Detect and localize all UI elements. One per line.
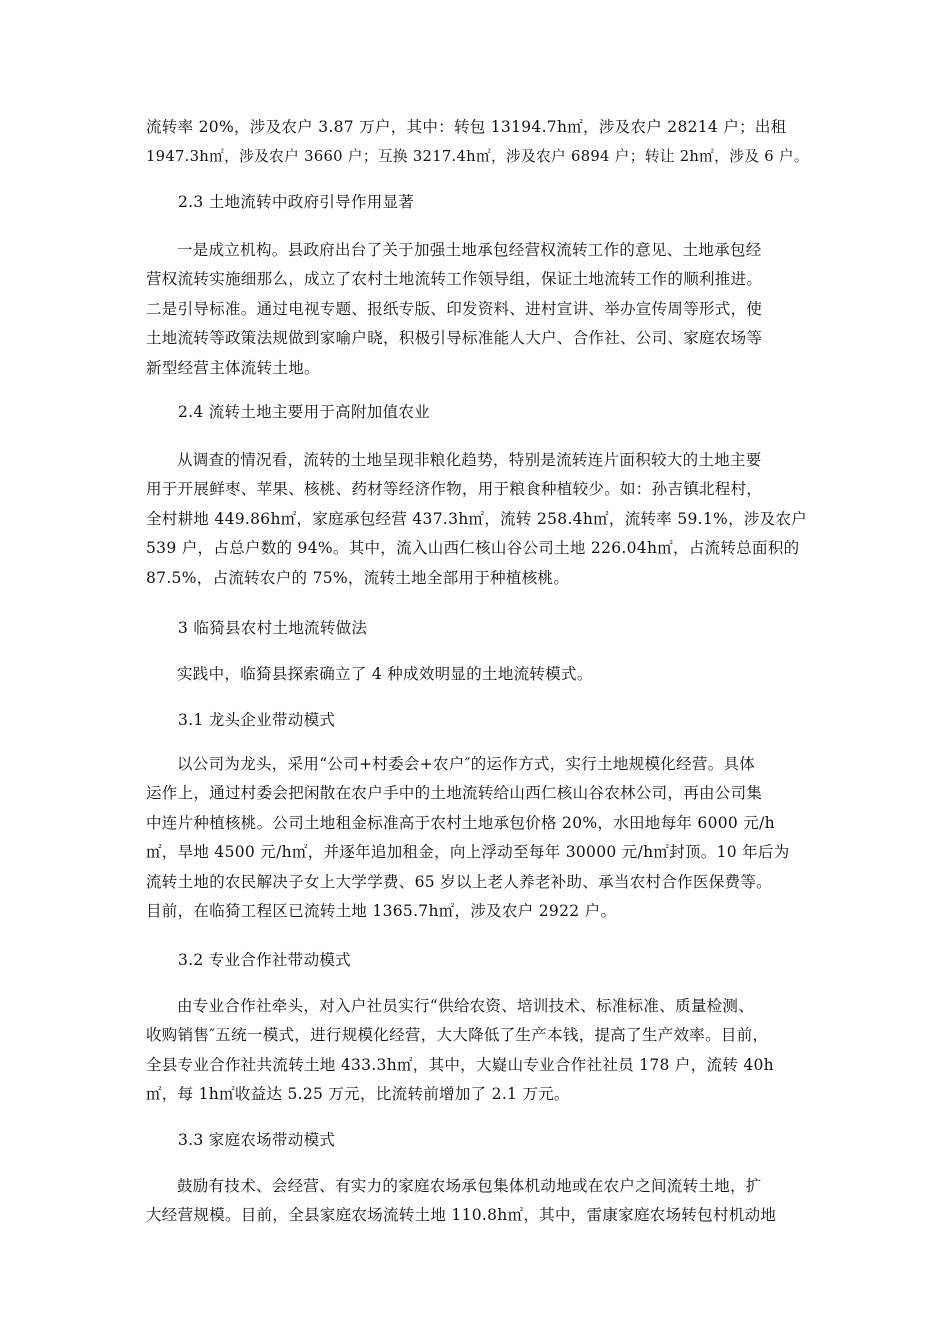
paragraph-line: ㎡，旱地 4500 元/h㎡，并逐年追加租金，向上浮动至每年 30000 元/h㎡封顶。10 年后为: [146, 843, 790, 862]
paragraph-government-guidance: [146, 236, 808, 383]
paragraph-line: 实践中，临猗县探索确立了 4 种成效明显的土地流转模式。: [177, 665, 593, 683]
paragraph-cooperative-model: [146, 992, 808, 1110]
paragraph-line: 由专业合作社牵头，对入户社员实行“供给农资、培训技术、标准标准、质量检测、: [177, 997, 755, 1015]
section-heading-3-1: 3.1 龙头企业带动模式: [178, 711, 336, 729]
paragraph-line: 全县专业合作社共流转土地 433.3h㎡，其中，大嶷山专业合作社社员 178 户，流转 40h: [146, 1055, 774, 1074]
paragraph-line: 以公司为龙头，采用“公司+村委会+农户″的运作方式，实行土地规模化经营。具体: [177, 755, 756, 773]
section-heading-3: 3 临猗县农村土地流转做法: [178, 619, 368, 637]
paragraph-line: 新型经营主体流转土地。: [146, 358, 320, 377]
paragraph-line: 目前，在临猗工程区已流转土地 1365.7h㎡，涉及农户 2922 户。: [146, 901, 617, 920]
paragraph-line: 87.5%，占流转农户的 75%，流转土地全部用于种植核桃。: [146, 568, 570, 587]
paragraph-leading-enterprise-model: [146, 750, 808, 926]
paragraph-high-value-agriculture: [146, 446, 808, 593]
section-heading-2-4: 2.4 流转土地主要用于高附加值农业: [178, 403, 430, 421]
paragraph-line: 一是成立机构。县政府出台了关于加强土地承包经营权流转工作的意见、土地承包经: [177, 241, 762, 259]
paragraph-line: 流转率 20%，涉及农户 3.87 万户，其中：转包 13194.7h㎡，涉及农户 28214 户；出租: [146, 118, 787, 136]
paragraph-line: 流转土地的农民解决子女上大学学费、65 岁以上老人养老补助、承当农村合作医保费等。: [146, 872, 772, 891]
paragraph-line: 鼓励有技术、会经营、有实力的家庭农场承包集体机动地或在农户之间流转土地，扩: [177, 1177, 762, 1195]
paragraph-line: 中连片种植核桃。公司土地租金标准高于农村土地承包价格 20%，水田地每年 6000 元/h: [146, 813, 775, 832]
paragraph-line: 收购销售″五统一模式，进行规模化经营，大大降低了生产本钱，提高了生产效率。目前，: [146, 1026, 769, 1045]
paragraph-line: 1947.3h㎡，涉及农户 3660 户；互换 3217.4h㎡，涉及农户 6894 户；转让 2h㎡，涉及 6 户。: [146, 148, 809, 166]
paragraph-family-farm-model: [146, 1172, 808, 1231]
section-heading-3-3: 3.3 家庭农场带动模式: [178, 1131, 336, 1149]
paragraph-line: 用于开展鲜枣、苹果、核桃、药材等经济作物，用于粮食种植较少。如：孙吉镇北程村，: [146, 480, 763, 499]
paragraph-line: 从调查的情况看，流转的土地呈现非粮化趋势，特别是流转连片面积较大的土地主要: [177, 451, 762, 469]
paragraph-line: 539 户，占总户数的 94%。其中，流入山西仁核山谷公司土地 226.04h㎡，占流转总面积的: [146, 539, 800, 558]
section-heading-2-3: 2.3 土地流转中政府引导作用显著: [178, 193, 415, 211]
paragraph-four-models-intro: [146, 660, 808, 689]
paragraph-line: 大经营规模。目前，全县家庭农场流转土地 110.8h㎡，其中，雷康家庭农场转包村机动地: [146, 1206, 777, 1225]
paragraph-line: 运作上，通过村委会把闲散在农户手中的土地流转给山西仁核山谷农林公司，再由公司集: [146, 784, 763, 803]
section-heading-3-2: 3.2 专业合作社带动模式: [178, 951, 351, 969]
paragraph-line: 土地流转等政策法规做到家喻户晓，积极引导标准能人大户、合作社、公司、家庭农场等: [146, 329, 763, 348]
paragraph-line: ㎡，每 1h㎡收益达 5.25 万元，比流转前增加了 2.1 万元。: [146, 1085, 570, 1104]
paragraph-line: 营权流转实施细那么，成立了农村土地流转工作领导组，保证土地流转工作的顺利推进。: [146, 270, 763, 289]
paragraph-line: 全村耕地 449.86h㎡，家庭承包经营 437.3h㎡，流转 258.4h㎡，流转率 59.1%，涉及农户: [146, 509, 808, 528]
paragraph-transfer-rate: [146, 113, 808, 172]
paragraph-line: 二是引导标准。通过电视专题、报纸专版、印发资料、进村宣讲、举办宣传周等形式，使: [146, 299, 763, 318]
